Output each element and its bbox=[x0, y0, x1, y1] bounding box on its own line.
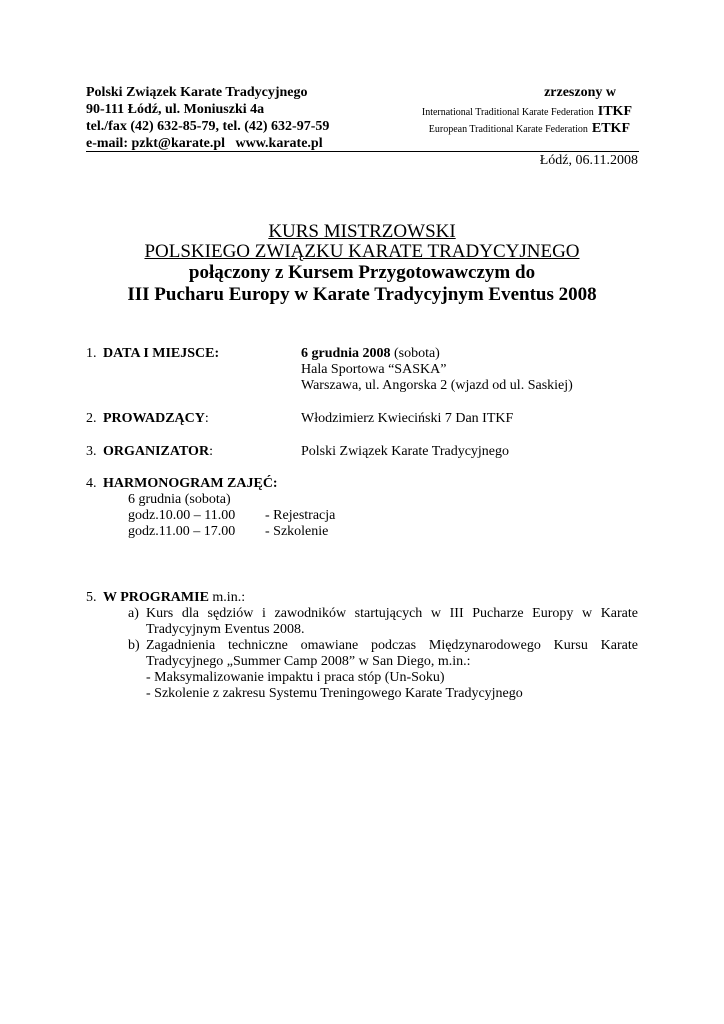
org-email-web: e-mail: pzkt@karate.pl www.karate.pl bbox=[86, 136, 323, 151]
program-a-marker: a) bbox=[128, 606, 139, 621]
affiliation-label: zrzeszony w bbox=[544, 85, 616, 100]
section-1-number: 1. bbox=[86, 346, 97, 361]
title-line-4: III Pucharu Europy w Karate Tradycyjnym Eventus 2008 bbox=[127, 284, 597, 305]
header-divider bbox=[86, 151, 639, 152]
org-name: Polski Związek Karate Tradycyjnego bbox=[86, 85, 308, 100]
section-2-number: 2. bbox=[86, 411, 97, 426]
section-2-label: PROWADZĄCY bbox=[103, 411, 205, 426]
section-5-label: W PROGRAMIE bbox=[103, 590, 209, 605]
federation-etkf-abbr: ETKF bbox=[591, 121, 630, 136]
org-address: 90-111 Łódź, ul. Moniuszki 4a bbox=[86, 102, 265, 117]
instructor: Włodzimierz Kwieciński 7 Dan ITKF bbox=[301, 411, 514, 426]
federation-etkf-name: European Traditional Karate Federation bbox=[428, 124, 588, 135]
section-4-label: HARMONOGRAM ZAJĘĆ: bbox=[103, 476, 278, 491]
federation-itkf-name: International Traditional Karate Federation bbox=[421, 107, 594, 118]
date-place: Łódź, 06.11.2008 bbox=[539, 153, 638, 168]
section-5-suffix: m.in.: bbox=[208, 590, 246, 605]
org-phone: tel./fax (42) 632-85-79, tel. (42) 632-97-59 bbox=[86, 119, 330, 134]
section-5-heading bbox=[103, 590, 245, 606]
schedule-row-2-time: godz.11.00 – 17.00 bbox=[128, 524, 236, 539]
program-b-item-1: - Maksymalizowanie impaktu i praca stóp (Un-Soku) bbox=[146, 670, 445, 685]
federation-etkf bbox=[429, 119, 630, 137]
program-b-marker: b) bbox=[128, 638, 140, 653]
section-5-number: 5. bbox=[86, 590, 97, 605]
section-3-heading bbox=[103, 444, 213, 460]
title-line-3: połączony z Kursem Przygotowawczym do bbox=[188, 262, 536, 283]
section-3-colon: : bbox=[209, 444, 213, 459]
title-line-2: POLSKIEGO ZWIĄZKU KARATE TRADYCYJNEGO bbox=[144, 241, 580, 262]
event-day: (sobota) bbox=[390, 346, 440, 361]
program-a-line-2: Tradycyjnym Eventus 2008. bbox=[146, 622, 305, 637]
program-b-line-2: Tradycyjnego „Summer Camp 2008” w San Diego, m.in.: bbox=[146, 654, 471, 669]
organizer: Polski Związek Karate Tradycyjnego bbox=[301, 444, 510, 459]
section-2-heading bbox=[103, 411, 209, 427]
event-address: Warszawa, ul. Angorska 2 (wjazd od ul. Saskiej) bbox=[301, 378, 573, 393]
schedule-row-2-activity: - Szkolenie bbox=[265, 524, 329, 539]
event-venue: Hala Sportowa “SASKA” bbox=[301, 362, 447, 377]
federation-itkf-abbr: ITKF bbox=[597, 104, 632, 119]
program-b-line-1: Zagadnienia techniczne omawiane podczas Międzynarodowego Kursu Karate bbox=[146, 638, 638, 653]
schedule-row-1-time: godz.10.00 – 11.00 bbox=[128, 508, 236, 523]
federation-itkf bbox=[422, 102, 632, 120]
section-4-number: 4. bbox=[86, 476, 97, 491]
section-1-date-line bbox=[301, 346, 440, 362]
title-line-1: KURS MISTRZOWSKI bbox=[268, 221, 456, 242]
section-3-number: 3. bbox=[86, 444, 97, 459]
section-2-colon: : bbox=[204, 411, 209, 426]
schedule-row-1-activity: - Rejestracja bbox=[265, 508, 336, 523]
event-date: 6 grudnia 2008 bbox=[301, 346, 391, 361]
section-1-label: DATA I MIEJSCE: bbox=[103, 346, 220, 361]
schedule-day: 6 grudnia (sobota) bbox=[128, 492, 231, 507]
section-3-label: ORGANIZATOR bbox=[103, 444, 210, 459]
program-b-item-2: - Szkolenie z zakresu Systemu Treningowego Karate Tradycyjnego bbox=[146, 686, 523, 701]
program-a-line-1: Kurs dla sędziów i zawodników startujących w III Pucharze Europy w Karate bbox=[146, 606, 638, 621]
